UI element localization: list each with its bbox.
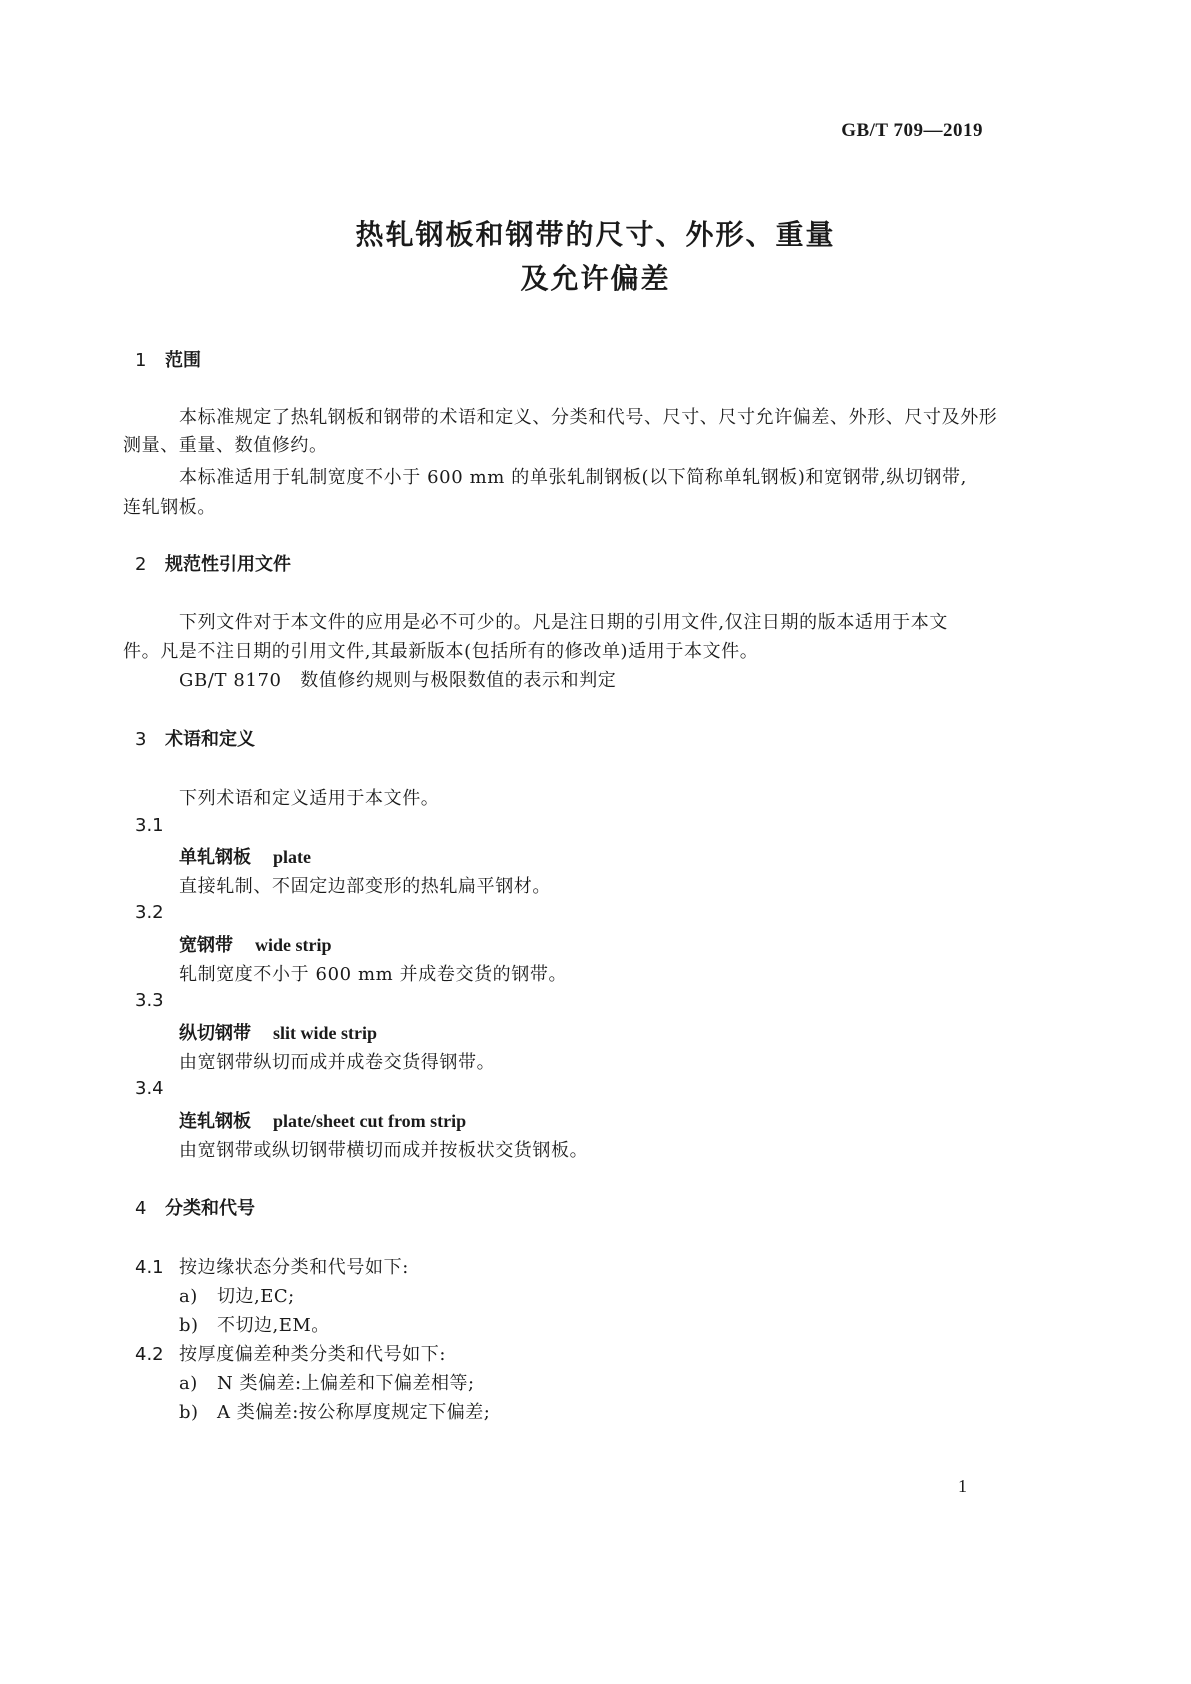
section-title: 分类和代号 [165, 1198, 255, 1219]
clause-text: 按边缘状态分类和代号如下: [179, 1257, 409, 1278]
list-item [179, 1282, 295, 1308]
clause-4-2 [135, 1340, 446, 1366]
paragraph-line: 本标准规定了热轧钢板和钢带的术语和定义、分类和代号、尺寸、尺寸允许偏差、外形、尺寸及外形 [179, 407, 998, 428]
clause-4-1 [135, 1253, 409, 1279]
clause-number: 4.2 [135, 1344, 164, 1365]
term-zh: 纵切钢带 [179, 1023, 251, 1044]
term-definition: 由宽钢带或纵切钢带横切而成并按板状交货钢板。 [179, 1140, 589, 1161]
section-number: 2 [135, 554, 147, 575]
term-definition: 由宽钢带纵切而成并成卷交货得钢带。 [179, 1052, 496, 1073]
term-heading [179, 1107, 466, 1133]
section-heading-normative-references [135, 550, 291, 576]
section-number: 1 [135, 350, 147, 371]
list-item [179, 1369, 475, 1395]
doc-title-line1: 热轧钢板和钢带的尺寸、外形、重量 [355, 218, 836, 251]
term-heading [179, 1019, 377, 1045]
list-text: N 类偏差:上偏差和下偏差相等; [217, 1373, 475, 1394]
paragraph-line: 件。凡是不注日期的引用文件,其最新版本(包括所有的修改单)适用于本文件。 [123, 641, 759, 662]
term-heading [179, 843, 311, 869]
section-number: 4 [135, 1198, 147, 1219]
term-number: 3.4 [135, 1078, 164, 1099]
term-en: plate/sheet cut from strip [273, 1111, 467, 1131]
standard-code: GB/T 709—2019 [841, 120, 983, 141]
term-definition: 直接轧制、不固定边部变形的热轧扁平钢材。 [179, 876, 551, 897]
section-title: 规范性引用文件 [165, 554, 291, 575]
paragraph-line: 测量、重量、数值修约。 [123, 435, 328, 456]
term-number: 3.1 [135, 815, 164, 836]
list-item [179, 1398, 490, 1424]
paragraph-line: 本标准适用于轧制宽度不小于 600 mm 的单张轧制钢板(以下简称单轧钢板)和宽钢带,纵切钢带, [179, 467, 967, 488]
section-title: 术语和定义 [165, 729, 255, 750]
term-number: 3.3 [135, 990, 164, 1011]
paragraph-line: 连轧钢板。 [123, 497, 216, 518]
clause-text: 按厚度偏差种类分类和代号如下: [179, 1344, 447, 1365]
term-en: slit wide strip [273, 1023, 378, 1043]
list-label: b) [179, 1402, 199, 1423]
list-item [179, 1311, 330, 1337]
clause-number: 4.1 [135, 1257, 164, 1278]
list-text: 不切边,EM。 [217, 1315, 330, 1336]
section-heading-classification [135, 1194, 255, 1220]
section-title: 范围 [165, 350, 201, 371]
term-en: plate [273, 847, 311, 867]
section-heading-scope [135, 346, 201, 372]
terms-intro: 下列术语和定义适用于本文件。 [179, 788, 440, 809]
doc-title-line2: 及允许偏差 [520, 262, 671, 295]
term-zh: 单轧钢板 [179, 847, 251, 868]
section-number: 3 [135, 729, 147, 750]
term-definition: 轧制宽度不小于 600 mm 并成卷交货的钢带。 [179, 964, 568, 985]
list-label: a) [179, 1286, 198, 1307]
term-heading [179, 931, 332, 957]
term-en: wide strip [255, 935, 332, 955]
page-number: 1 [958, 1476, 967, 1496]
paragraph-line: 下列文件对于本文件的应用是必不可少的。凡是注日期的引用文件,仅注日期的版本适用于本文 [179, 612, 948, 633]
list-label: a) [179, 1373, 198, 1394]
term-number: 3.2 [135, 902, 164, 923]
term-zh: 连轧钢板 [179, 1111, 251, 1132]
term-zh: 宽钢带 [179, 935, 233, 956]
list-text: A 类偏差:按公称厚度规定下偏差; [217, 1402, 491, 1423]
section-heading-terms [135, 725, 255, 751]
list-label: b) [179, 1315, 199, 1336]
list-text: 切边,EC; [217, 1286, 295, 1307]
referenced-document: GB/T 8170 数值修约规则与极限数值的表示和判定 [179, 670, 617, 691]
